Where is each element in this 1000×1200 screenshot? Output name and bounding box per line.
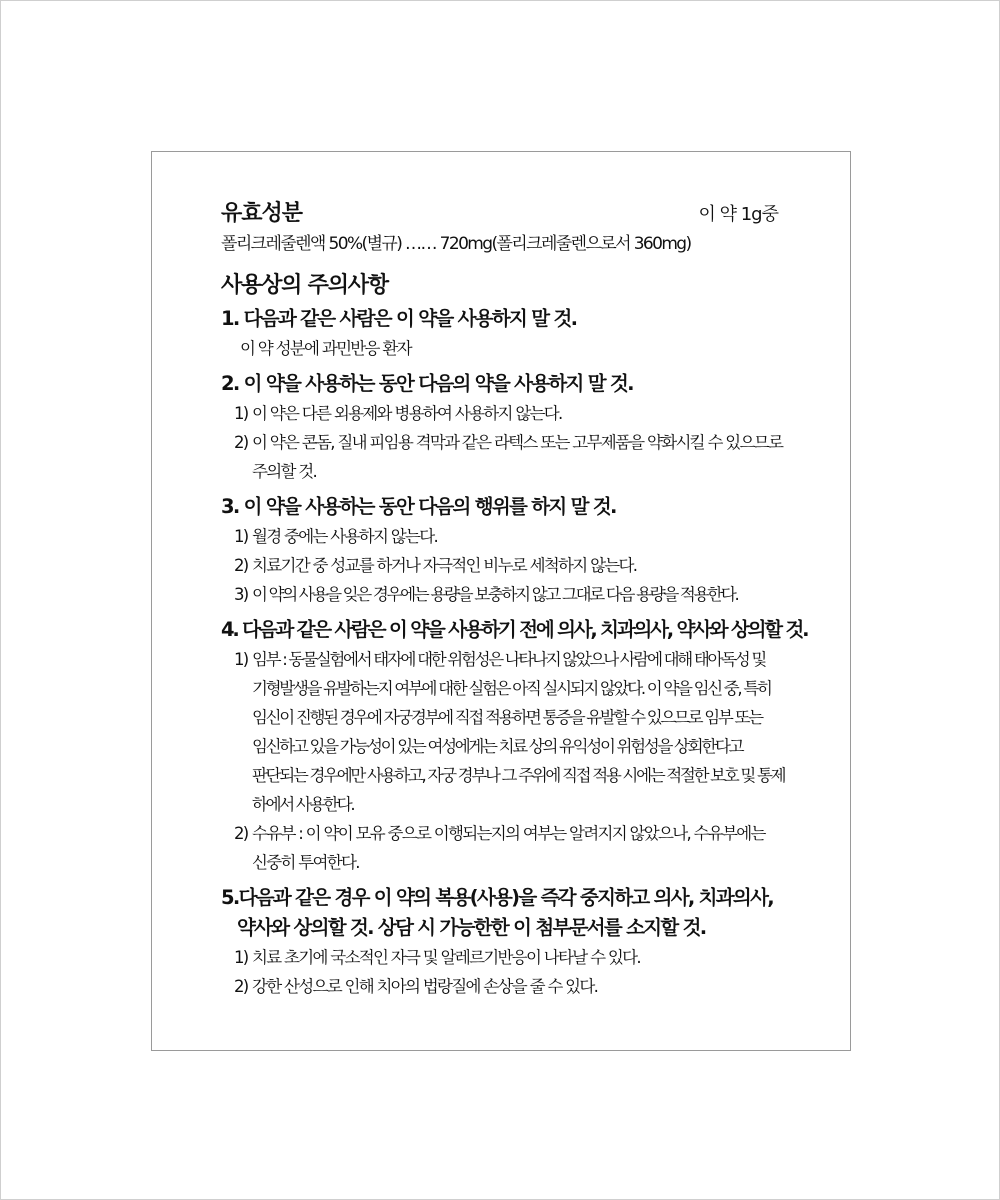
list-item — [221, 522, 786, 551]
item-text: 치료 초기에 국소적인 자극 및 알레르기반응이 나타날 수 있다. — [252, 948, 640, 967]
section-2 — [221, 369, 786, 486]
list-item — [221, 972, 786, 1001]
section-heading: 1. 다음과 같은 사람은 이 약을 사용하지 말 것. — [221, 307, 577, 330]
list-item — [221, 580, 786, 609]
item-number: 2) — [234, 977, 248, 996]
list-item — [221, 551, 786, 580]
item-text: 수유부 : 이 약이 모유 중으로 이행되는지의 여부는 알려지지 않았으나, 수유부에는 신중히 투여한다. — [252, 824, 765, 872]
item-number: 1) — [234, 948, 248, 967]
item-number: 3) — [234, 585, 248, 604]
item-text: 임부 : 동물실험에서 태자에 대한 위험성은 나타나지 않았으나 사람에 대해 태아독성 및 기형발생을 유발하는지 여부에 대한 실험은 아직 실시되지 않았다. 이 약을 임신 중, 특히 임신이 진행된 경우에 자궁경부에 직접 적용하면 통증을 유발할 수 있으므로 임부 또는 임신하고 있을 가능성이 있는 여성에게는 치료 상의 유익성이 위험성을 상회한다고 판단되는 경우에만 사용하고, 자궁 경부나 그 주위에 직접 적용 시에는 적절한 보호 및 통제 하에서 사용한다. — [252, 650, 785, 814]
precautions-title: 사용상의 주의사항 — [221, 273, 388, 298]
section-heading: 3. 이 약을 사용하는 동안 다음의 행위를 하지 말 것. — [221, 495, 616, 518]
list-item — [221, 645, 786, 819]
item-text: 이 약의 사용을 잊은 경우에는 용량을 보충하지 않고 그대로 다음 용량을 적용한다. — [252, 585, 738, 604]
dosage-basis: 이 약 1g중 — [698, 204, 778, 225]
item-number: 1) — [234, 404, 248, 423]
section-heading-line-1: 5.다음과 같은 경우 이 약의 복용(사용)을 즉각 중지하고 의사, 치과의사, — [221, 886, 773, 909]
list-item — [221, 428, 786, 486]
item-text: 치료기간 중 성교를 하거나 자극적인 비누로 세척하지 않는다. — [252, 556, 637, 575]
document-content — [221, 196, 808, 1007]
section-1 — [221, 304, 786, 363]
item-number: 2) — [234, 433, 248, 452]
list-item — [221, 399, 786, 428]
active-ingredient-title: 유효성분 — [221, 201, 303, 226]
section-3 — [221, 492, 786, 609]
section-heading-line-2: 약사와 상의할 것. 상담 시 가능한한 이 첨부문서를 소지할 것. — [237, 916, 706, 939]
section-heading: 2. 이 약을 사용하는 동안 다음의 약을 사용하지 말 것. — [221, 372, 633, 395]
item-text: 월경 중에는 사용하지 않는다. — [252, 527, 438, 546]
item-number: 2) — [234, 824, 248, 843]
list-item — [221, 943, 786, 972]
item-text: 강한 산성으로 인해 치아의 법랑질에 손상을 줄 수 있다. — [252, 977, 598, 996]
item-number: 1) — [234, 527, 248, 546]
item-text: 이 약은 다른 외용제와 병용하여 사용하지 않는다. — [252, 404, 562, 423]
item-number: 2) — [234, 556, 248, 575]
section-5 — [221, 883, 786, 1001]
item-text: 이 약은 콘돔, 질내 피임용 격막과 같은 라텍스 또는 고무제품을 약화시킬 수 있으므로 주의할 것. — [252, 433, 783, 481]
section-heading — [221, 883, 786, 943]
document-card — [151, 151, 851, 1051]
section-4 — [221, 615, 808, 877]
header-row — [221, 196, 786, 230]
section-line: 이 약 성분에 과민반응 환자 — [240, 339, 411, 358]
list-item — [221, 819, 786, 877]
ingredient-line: 폴리크레줄렌액 50%(별규) …… 720mg(폴리크레줄렌으로서 360mg) — [221, 234, 691, 254]
item-number: 1) — [234, 650, 248, 669]
section-heading: 4. 다음과 같은 사람은 이 약을 사용하기 전에 의사, 치과의사, 약사와 상의할 것. — [221, 618, 808, 641]
